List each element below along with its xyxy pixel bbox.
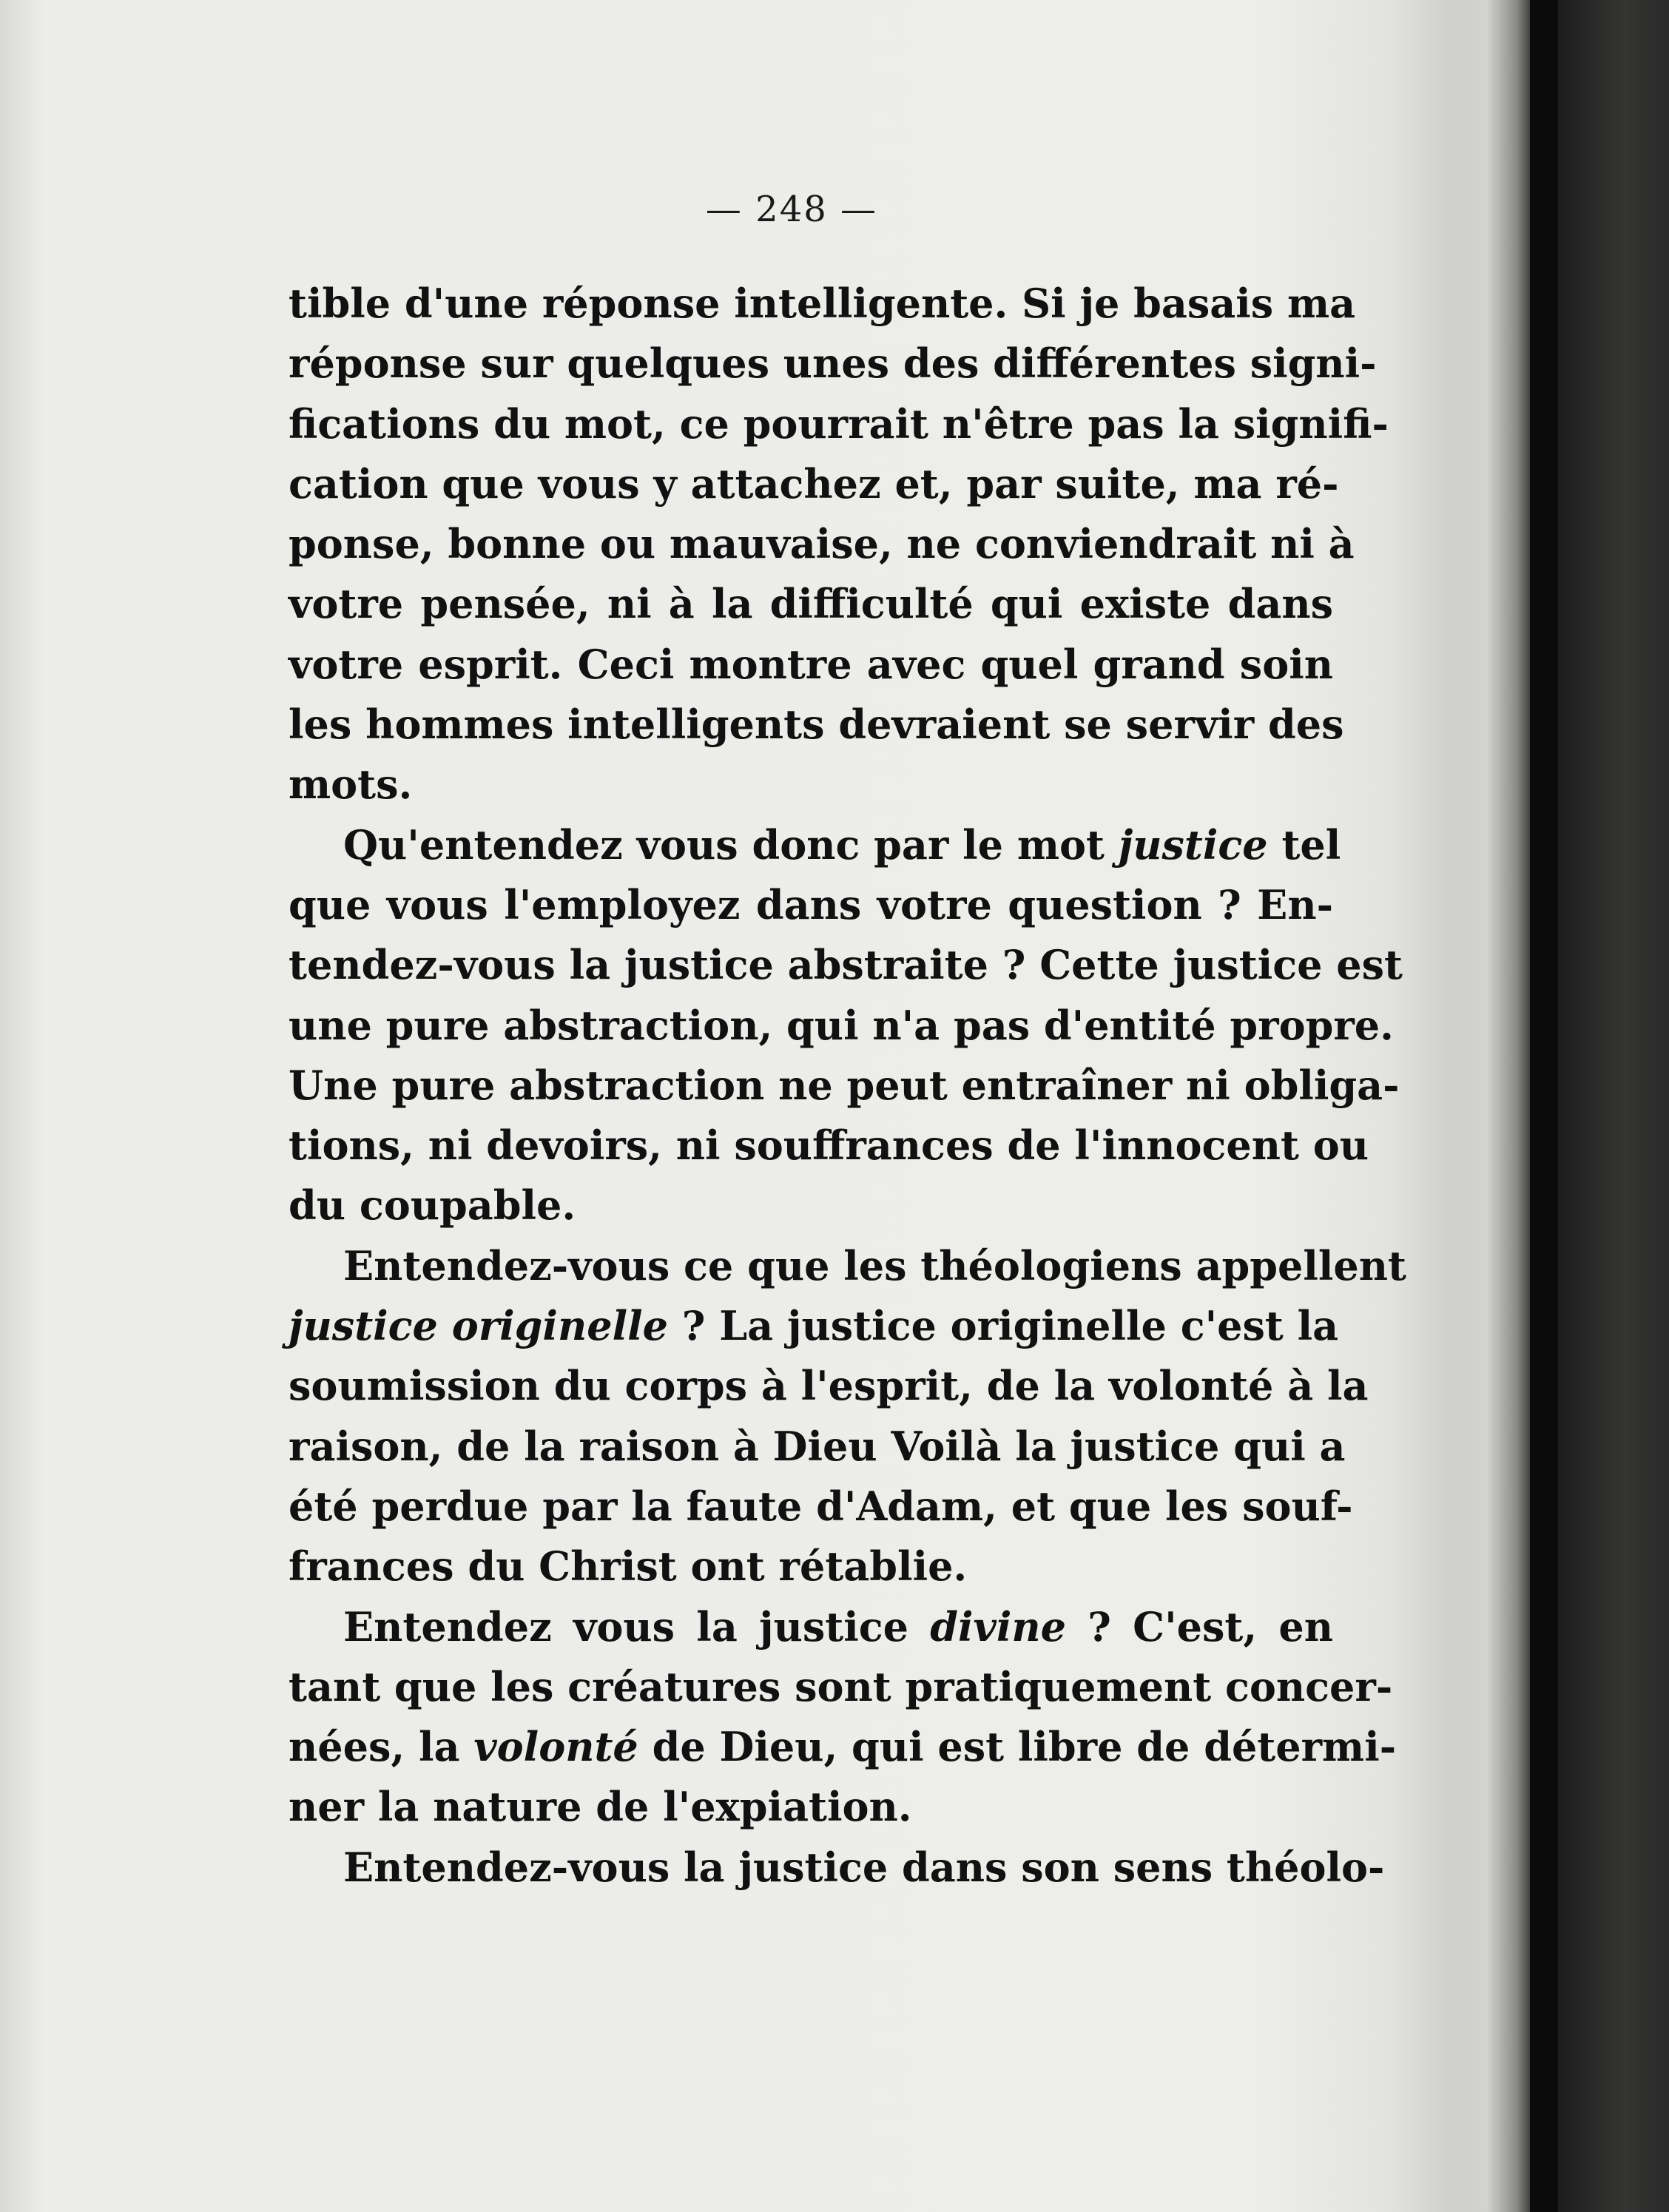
book-spine bbox=[1530, 0, 1558, 2212]
text-line: les hommes intelligents devraient se servir des bbox=[289, 701, 1344, 749]
text-line: frances du Christ ont rétablie. bbox=[289, 1542, 968, 1591]
text-line: Entendez-vous la justice dans son sens théolo- bbox=[343, 1843, 1385, 1891]
text-line: réponse sur quelques unes des différentes signi- bbox=[289, 340, 1377, 388]
text-run: ? C'est, en bbox=[1065, 1602, 1333, 1650]
binding-edge bbox=[1558, 0, 1669, 2212]
text-line: tant que les créatures sont pratiquement concer- bbox=[289, 1662, 1393, 1710]
text-line: une pure abstraction, qui n'a pas d'entité propre. bbox=[289, 1001, 1394, 1049]
italic-term: divine bbox=[930, 1602, 1066, 1650]
text-line: mots. bbox=[289, 761, 413, 809]
text-line: ponse, bonne ou mauvaise, ne conviendrait ni à bbox=[289, 520, 1355, 568]
italic-term: justice bbox=[1118, 820, 1268, 869]
text-run: nées, la bbox=[289, 1723, 474, 1771]
text-line: Une pure abstraction ne peut entraîner ni obliga- bbox=[289, 1061, 1400, 1109]
italic-term: justice originelle bbox=[289, 1302, 668, 1350]
text-line: tions, ni devoirs, ni souffrances de l'innocent ou bbox=[289, 1122, 1369, 1170]
text-line: été perdue par la faute d'Adam, et que les souf- bbox=[289, 1482, 1353, 1530]
text-run: Entendez vous la justice bbox=[343, 1602, 931, 1650]
text-line: tible d'une réponse intelligente. Si je basais ma bbox=[289, 280, 1356, 327]
text-run: ? La justice originelle c'est la bbox=[667, 1302, 1339, 1350]
text-line: soumission du corps à l'esprit, de la volonté à la bbox=[289, 1362, 1369, 1410]
text-line bbox=[289, 1296, 1339, 1356]
text-line: raison, de la raison à Dieu Voilà la justice qui a bbox=[289, 1422, 1346, 1470]
text-run: de Dieu, qui est libre de détermi- bbox=[638, 1723, 1397, 1771]
text-line: que vous l'employez dans votre question ? En- bbox=[289, 880, 1333, 928]
text-line bbox=[289, 1717, 1397, 1777]
text-line: cation que vous y attachez et, par suite, ma ré- bbox=[289, 459, 1339, 508]
text-line bbox=[289, 1597, 1333, 1657]
italic-term: volonté bbox=[473, 1723, 638, 1771]
text-line: du coupable. bbox=[289, 1181, 576, 1230]
text-line: votre pensée, ni à la difficulté qui existe dans bbox=[289, 580, 1333, 628]
text-run: tel bbox=[1267, 820, 1341, 869]
text-line bbox=[289, 815, 1341, 875]
text-line: votre esprit. Ceci montre avec quel grand soin bbox=[289, 640, 1333, 688]
text-line: Entendez-vous ce que les théologiens appellent bbox=[343, 1241, 1406, 1289]
text-line: tendez-vous la justice abstraite ? Cette justice est bbox=[289, 941, 1403, 989]
text-run: Qu'entendez vous donc par le mot bbox=[343, 820, 1119, 869]
page-number: — 248 — bbox=[705, 189, 878, 230]
text-line: ner la nature de l'expiation. bbox=[289, 1783, 912, 1831]
body-text bbox=[289, 274, 1406, 1898]
text-line: fications du mot, ce pourrait n'être pas la signifi- bbox=[289, 399, 1389, 448]
